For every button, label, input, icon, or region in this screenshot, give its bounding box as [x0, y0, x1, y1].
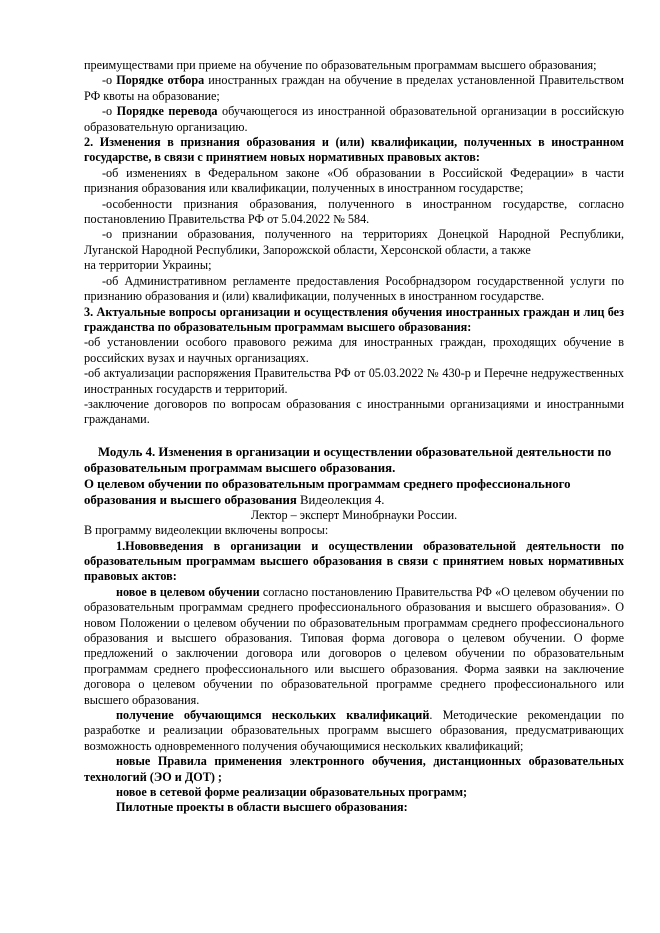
paragraph-selection-order: -о Порядке отбора иностранных граждан на обучение в пределах установленной Правительством РФ квоты на образование; [84, 73, 625, 103]
bold-term: получение обучающимся нескольких квалификаций [116, 708, 430, 723]
paragraph-territories: -о признании образования, полученного на территориях Донецкой Народной Республики, Луганской Народной Республики, Запорожской области, Херсонской области, а также [84, 227, 624, 257]
paragraph-unfriendly-list: -об актуализации распоряжения Правительства РФ от 05.03.2022 № 430-р и Перечне недружественных иностранных государств и территорий. [84, 366, 624, 396]
paragraph-territories-cont: на территории Украины; [84, 258, 212, 273]
video-lecture-label: Видеолекция 4. [296, 492, 385, 507]
module-title: Модуль 4. Изменения в организации и осуществлении образовательной деятельности по образовательным программам высшего образования. [84, 444, 612, 475]
lector-line: Лектор – эксперт Минобрнауки России. [250, 507, 458, 522]
bold-term: Порядке перевода [116, 104, 218, 119]
bold-term: Порядке отбора [116, 73, 205, 88]
paragraph-recognition-features: -особенности признания образования, полученного в иностранном государстве, согласно постановлению Правительства РФ от 5.04.2022 № 584. [84, 196, 624, 227]
bold-term: новое в целевом обучении [116, 584, 260, 599]
paragraph-e-learning-rules: новые Правила применения электронного обучения, дистанционных образовательных технологий (ЭО и ДОТ) ; [84, 754, 624, 784]
section-heading-module-1: 1.Нововведения в организации и осуществлении образовательной деятельности по образовательным программам высшего образования в связи с принятием новых нормативных правовых актов: [84, 538, 624, 584]
paragraph-pilot-projects: Пилотные проекты в области высшего образования: [116, 800, 408, 815]
paragraph-contracts: -заключение договоров по вопросам образования с иностранными организациями и иностранными гражданами. [84, 396, 624, 427]
section-heading-3: 3. Актуальные вопросы организации и осуществления обучения иностранных граждан и лиц без гражданства по образовательным программам высшего образования: [84, 304, 624, 334]
paragraph-admin-regulation: -об Административном регламенте предоставления Рособрнадзором государственной услуги по признанию образования и (или) квалификации, полученных в иностранном государстве. [84, 273, 624, 304]
paragraph-target-training: новое в целевом обучении согласно постановлению Правительства РФ «О целевом обучении по образовательным программам среднего профессионального образования и высшего образования». О новом Положении о целевом обучении по образовательным программам среднего профессионального образования и высшего образования. Типовая форма договора о целевом обучении. О форме предложений о заключении договора или договоров о целевом обучении по образовательным программам среднего профессионального или высшего образования. Форма заявки на заключение договора о целевом обучении по образовательной программе среднего профессионального или высшего образования. [84, 584, 624, 707]
paragraph-multiple-qualifications: получение обучающимся нескольких квалификаций. Методические рекомендации по разработке и реализации образовательных программ высшего образования, предусматривающих возможность одновременного получения обучающимися нескольких квалификаций; [84, 708, 624, 753]
section-heading-2: 2. Изменения в признания образования и (или) квалификации, полученных в иностранном государстве, в связи с принятием новых нормативных правовых актов: [84, 135, 624, 165]
paragraph-transfer-order: -о Порядке перевода обучающегося из иностранной образовательной организации в российскую образовательную организацию. [84, 104, 625, 134]
module-subtitle: О целевом обучении по образовательным программам среднего профессионального образования и высшего образования Видеолекция 4. [84, 476, 571, 507]
document-page [84, 58, 624, 816]
paragraph-legal-regime: -об установлении особого правового режима для иностранных граждан, проходящих обучение в российских вузах и научных организациях. [84, 335, 624, 365]
paragraph-network-form: новое в сетевой форме реализации образовательных программ; [116, 785, 468, 800]
intro-line: В программу видеолекции включены вопросы: [84, 523, 329, 538]
paragraph-foreign-admission: преимуществами при приеме на обучение по образовательным программам высшего образования; [84, 58, 597, 72]
paragraph-federal-law: -об изменениях в Федеральном законе «Об образовании в Российской Федерации» в части признания образования или квалификации, полученных в иностранном государстве; [84, 165, 624, 196]
